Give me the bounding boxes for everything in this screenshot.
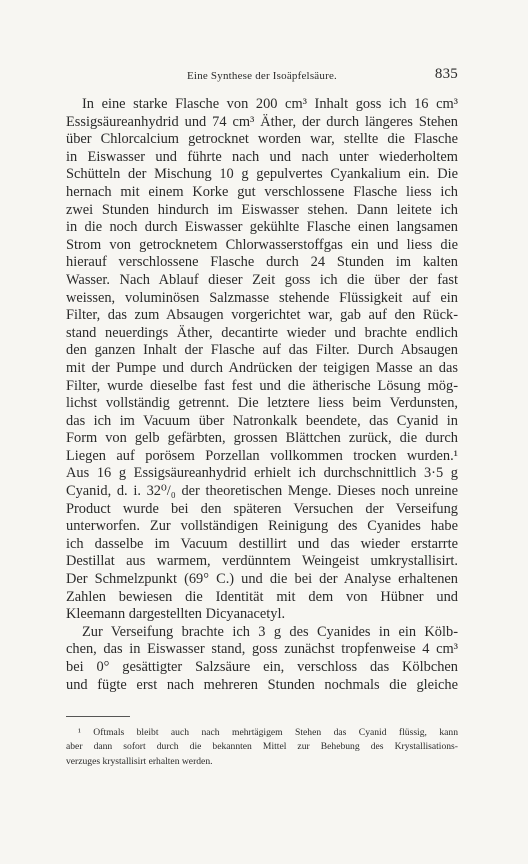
text-line: hernach mit einem Korke gut verschlossene Flasche liess ich	[66, 183, 458, 200]
text-line: Liegen auf porösem Porzellan vollkommen trocken wurden.¹	[66, 447, 458, 464]
text-line: stand neuerdings Äther, decantirte wieder und brachte endlich	[66, 324, 458, 341]
text-line: Product wurde bei den späteren Versuchen der Verseifung	[66, 500, 458, 517]
text-line: Zur Verseifung brachte ich 3 g des Cyanides in ein Kölb-	[82, 623, 458, 640]
text-line: Filter, das zum Absaugen vorgerichtet war, gab auf den Rück-	[66, 307, 458, 324]
text-line: Aus 16 g Essigsäureanhydrid erhielt ich durchschnittlich 3·5 g	[66, 465, 458, 482]
page-number: 835	[434, 66, 458, 82]
footnote-line: ¹ Oftmals bleibt auch nach mehrtägigem Stehen das Cyanid flüssig, kann	[78, 727, 458, 738]
text-line: mit der Pumpe und durch Andrücken der teigigen Masse an das	[66, 359, 458, 376]
text-line: das ich im Vacuum über Natronkalk beendete, das Cyanid in	[66, 412, 458, 429]
text-line: unterworfen. Zur vollständigen Reinigung des Cyanides habe	[66, 518, 458, 535]
text-line: Filter, wurde dieselbe fast fest und die ätherische Lösung mög-	[66, 377, 458, 394]
text-line: über Chlorcalcium getrocknet worden war, stellte die Flasche	[66, 131, 458, 148]
footnote	[66, 726, 458, 769]
text-line: zwei Stunden hindurch im Eiswasser stehen. Dann leitete ich	[66, 201, 458, 218]
text-line: hierauf verschlossene Flasche durch 24 Stunden im kalten	[66, 254, 458, 271]
text-line: Schütteln der Mischung 10 g gepulvertes Cyankalium ein. Die	[66, 166, 458, 183]
text-line: ich dasselbe im Vacuum destillirt und das wieder erstarrte	[66, 535, 458, 552]
text-line: Zahlen bewiesen die Identität mit dem von Hübner und	[66, 588, 458, 605]
text-line: den ganzen Inhalt der Flasche auf das Filter. Durch Absaugen	[66, 342, 458, 359]
text-line: chen, das in Eiswasser stand, goss zunächst tropfenweise 4 cm³	[66, 641, 458, 658]
footnote-divider	[66, 716, 130, 717]
text-line: Cyanid, d. i. 32⁰/₀ der theoretischen Menge. Dieses noch unreine	[66, 483, 459, 500]
running-title: Eine Synthese der Isoäpfelsäure.	[187, 70, 337, 82]
text-line: Strom von getrocknetem Chlorwasserstoffgas ein und liess die	[66, 236, 458, 253]
text-line: bei 0° gesättigter Salzsäure ein, verschloss das Kölbchen	[66, 659, 458, 675]
text-line: lichst vollständig getrennt. Die letztere liess beim Verdunsten,	[66, 395, 458, 412]
text-line: und fügte erst nach mehreren Stunden nochmals die gleiche	[66, 676, 458, 693]
body-text	[66, 96, 458, 694]
text-line: Der Schmelzpunkt (69° C.) und die bei der Analyse erhaltenen	[66, 571, 458, 588]
text-line: Wasser. Nach Ablauf dieser Zeit goss ich die über der fast	[66, 271, 458, 288]
text-line: In eine starke Flasche von 200 cm³ Inhalt goss ich 16 cm³	[82, 96, 458, 112]
running-header	[66, 66, 458, 82]
text-line: weissen, voluminösen Salzmasse stehende Flüssigkeit auf ein	[66, 289, 458, 306]
footnote-line: aber dann sofort durch die bekannten Mittel zur Behebung des Krystallisations-	[66, 741, 458, 753]
text-line: Essigsäureanhydrid und 74 cm³ Äther, der durch längeres Stehen	[66, 113, 458, 130]
text-line: Kleemann dargestellten Dicyanacetyl.	[66, 606, 286, 623]
text-line: in Eiswasser und führte nach und nach unter wiederholtem	[66, 148, 458, 165]
text-line: Destillat aus warmem, verdünntem Weingeist umkrystallisirt.	[66, 553, 458, 570]
footnote-line: verzuges krystallisirt erhalten werden.	[66, 755, 213, 767]
text-line: Form von gelb gefärbten, grossen Blättchen zurück, die durch	[66, 430, 458, 447]
text-line: in die noch durch Eiswasser gekühlte Flasche einen langsamen	[66, 219, 458, 236]
